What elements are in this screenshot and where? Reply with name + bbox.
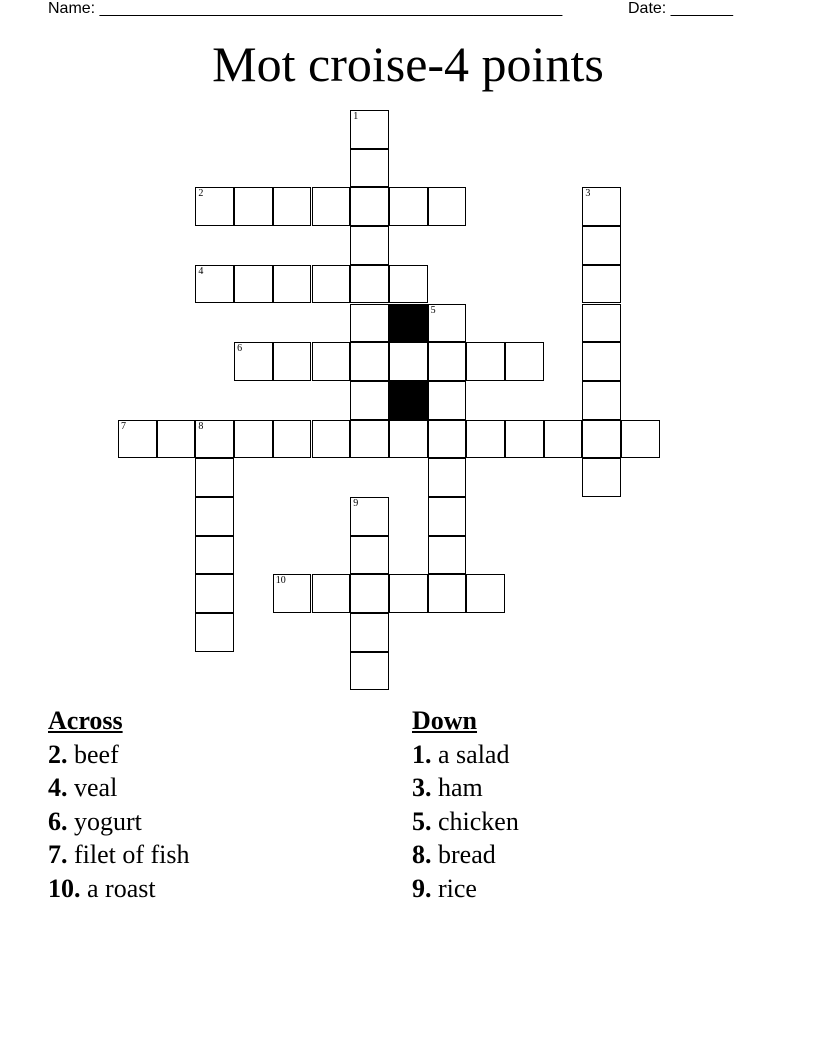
crossword-cell[interactable] (350, 381, 389, 420)
crossword-cell[interactable] (428, 381, 467, 420)
across-heading: Across (48, 706, 123, 735)
crossword-cell[interactable] (273, 342, 312, 381)
clue-number-label: 10 (275, 575, 286, 587)
clue-number: 5. (412, 806, 432, 836)
crossword-cell[interactable] (544, 420, 583, 459)
crossword-cell[interactable] (582, 420, 621, 459)
clue-number-label: 5 (430, 304, 436, 316)
crossword-cell[interactable] (273, 265, 312, 304)
clue-number: 1. (412, 739, 432, 769)
clue-number: 10. (48, 873, 81, 903)
crossword-cell[interactable] (350, 574, 389, 613)
crossword-cell[interactable] (582, 381, 621, 420)
clue-text: bread (438, 840, 496, 869)
across-clues (48, 704, 190, 905)
crossword-cell[interactable] (234, 342, 273, 381)
crossword-cell[interactable] (350, 304, 389, 343)
crossword-cell[interactable] (428, 304, 467, 343)
crossword-cell[interactable] (505, 342, 544, 381)
clue-item (412, 738, 519, 772)
clue-item (48, 838, 190, 872)
crossword-cell[interactable] (273, 574, 312, 613)
down-clues (412, 704, 519, 905)
crossword-cell[interactable] (582, 226, 621, 265)
crossword-cell[interactable] (195, 497, 234, 536)
black-square (389, 381, 428, 420)
clue-number: 4. (48, 773, 68, 802)
date-blank[interactable]: _______ (670, 0, 733, 17)
black-square (389, 304, 428, 343)
clue-number: 2. (48, 739, 68, 769)
crossword-cell[interactable] (273, 187, 312, 226)
clue-number: 6. (48, 806, 68, 836)
crossword-cell[interactable] (428, 536, 467, 575)
crossword-cell[interactable] (195, 187, 234, 226)
crossword-cell[interactable] (428, 458, 467, 497)
name-label: Name: (48, 0, 96, 17)
clue-text: chicken (438, 806, 519, 836)
crossword-cell[interactable] (195, 265, 234, 304)
crossword-cell[interactable] (621, 420, 660, 459)
crossword-cell[interactable] (389, 574, 428, 613)
crossword-cell[interactable] (389, 420, 428, 459)
crossword-cell[interactable] (312, 342, 351, 381)
crossword-cell[interactable] (428, 574, 467, 613)
crossword-cell[interactable] (350, 420, 389, 459)
clue-number-label: 2 (198, 188, 204, 200)
crossword-cell[interactable] (389, 187, 428, 226)
crossword-cell[interactable] (234, 187, 273, 226)
date-label: Date: (628, 0, 667, 17)
crossword-cell[interactable] (312, 265, 351, 304)
crossword-cell[interactable] (428, 497, 467, 536)
crossword-cell[interactable] (312, 187, 351, 226)
clue-item (412, 872, 519, 906)
crossword-cell[interactable] (118, 420, 157, 459)
crossword-cell[interactable] (582, 304, 621, 343)
clue-number: 9. (412, 873, 432, 903)
clue-number-label: 8 (198, 420, 204, 432)
crossword-cell[interactable] (195, 458, 234, 497)
clue-number-label: 7 (121, 420, 126, 432)
crossword-cell[interactable] (582, 342, 621, 381)
crossword-cell[interactable] (350, 187, 389, 226)
crossword-cell[interactable] (195, 420, 234, 459)
crossword-cell[interactable] (428, 420, 467, 459)
crossword-cell[interactable] (157, 420, 196, 459)
crossword-cell[interactable] (312, 574, 351, 613)
crossword-cell[interactable] (234, 420, 273, 459)
crossword-cell[interactable] (350, 110, 389, 149)
clue-item (412, 771, 519, 805)
clue-text: filet of fish (74, 840, 190, 869)
crossword-cell[interactable] (312, 420, 351, 459)
crossword-cell[interactable] (582, 265, 621, 304)
crossword-cell[interactable] (350, 265, 389, 304)
clue-text: yogurt (74, 806, 142, 836)
clue-text: rice (438, 873, 477, 903)
name-blank[interactable]: ____________________________________________________ (99, 0, 563, 17)
clue-text: veal (74, 773, 118, 802)
crossword-cell[interactable] (350, 226, 389, 265)
clue-item (412, 805, 519, 839)
clue-number: 8. (412, 840, 432, 869)
clue-number-label: 6 (237, 343, 243, 355)
clue-text: ham (438, 773, 483, 802)
clue-number-label: 4 (198, 265, 204, 277)
crossword-cell[interactable] (350, 149, 389, 188)
clue-item (412, 838, 519, 872)
clue-item (48, 805, 190, 839)
page-title: Mot croise-4 points (212, 36, 604, 92)
clue-number: 7. (48, 840, 68, 869)
clue-number: 3. (412, 773, 432, 802)
clue-text: a roast (87, 873, 156, 903)
clue-number-label: 9 (353, 498, 359, 509)
crossword-cell[interactable] (350, 536, 389, 575)
crossword-cell[interactable] (582, 187, 621, 226)
crossword-cell[interactable] (350, 613, 389, 652)
crossword-cell[interactable] (273, 420, 312, 459)
crossword-cell[interactable] (195, 536, 234, 575)
clue-item (48, 738, 190, 772)
crossword-cell[interactable] (350, 497, 389, 536)
crossword-cell[interactable] (234, 265, 273, 304)
crossword-cell[interactable] (195, 613, 234, 652)
clue-number-label: 3 (585, 188, 591, 200)
clue-item (48, 872, 190, 906)
crossword-cell[interactable] (505, 420, 544, 459)
clue-number-label: 1 (353, 111, 359, 122)
crossword-cell[interactable] (195, 574, 234, 613)
clue-text: beef (74, 739, 119, 769)
crossword-cell[interactable] (389, 265, 428, 304)
crossword-cell[interactable] (350, 342, 389, 381)
crossword-cell[interactable] (350, 652, 389, 691)
crossword-cell[interactable] (466, 342, 505, 381)
crossword-cell[interactable] (582, 458, 621, 497)
crossword-cell[interactable] (428, 342, 467, 381)
crossword-cell[interactable] (466, 420, 505, 459)
crossword-cell[interactable] (389, 342, 428, 381)
clue-text: a salad (438, 739, 510, 769)
down-heading: Down (412, 706, 478, 735)
crossword-cell[interactable] (466, 574, 505, 613)
crossword-cell[interactable] (428, 187, 467, 226)
clue-item (48, 771, 190, 805)
